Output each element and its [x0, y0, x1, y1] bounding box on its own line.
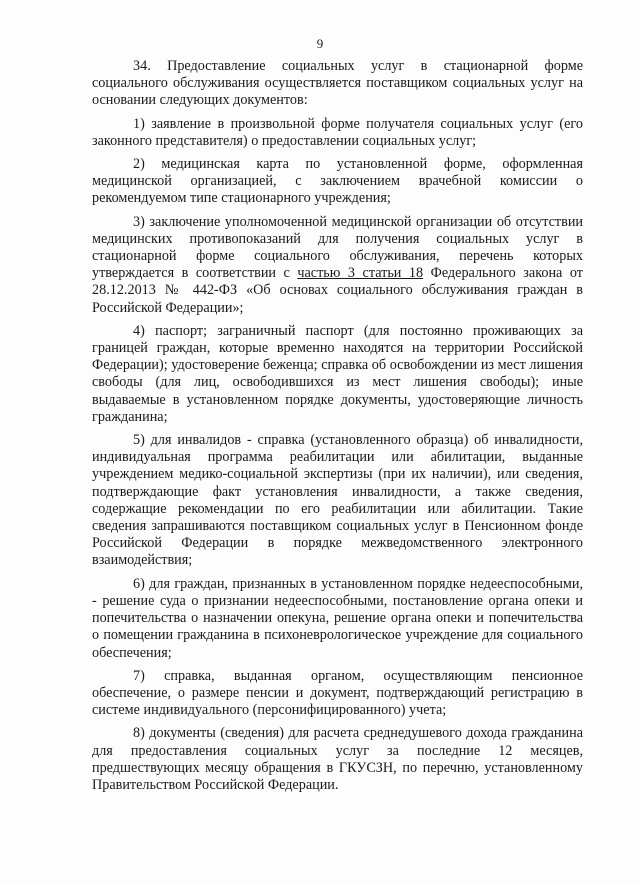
paragraph-item-5: 5) для инвалидов - справка (установленного образца) об инвалидности, индивидуальная программа реабилитации или абилитации, выданные учреждением медико-социальной экспертизы (при их наличии), или сведения, подтверждающие факт установления инвалидности, а также сведения, содержащие рекомендации по его реабилитации или абилитации. Такие сведения запрашиваются поставщиком социальных услуг в Пенсионном фонде Российской Федерации в порядке межведомственного электронного взаимодействия;: [92, 432, 583, 569]
document-body: [92, 58, 583, 800]
page-number: 9: [316, 36, 324, 51]
paragraph-item-7: 7) справка, выданная органом, осуществляющим пенсионное обеспечение, о размере пенсии и документ, подтверждающий регистрацию в системе индивидуального (персонифицированного) учета;: [92, 667, 583, 719]
paragraph-item-8: 8) документы (сведения) для расчета среднедушевого дохода гражданина для предоставления социальных услуг за последние 12 месяцев, предшествующих месяцу обращения в ГКУСЗН, по перечню, установленному Правительством Российской Федерации.: [92, 725, 583, 793]
paragraph-item-6: 6) для граждан, признанных в установленном порядке недееспособными, - решение суда о признании недееспособными, постановление органа опеки и попечительства о назначении опекуна, решение органа опеки и попечительства о помещении гражданина в психоневрологическое учреждение для социального обеспечения;: [92, 575, 583, 661]
paragraph-item-3-text-after: Федерального закона от 28.12.2013 № 442-ФЗ «Об основах социального обслуживания граждан в Российской Федерации»;: [92, 265, 583, 316]
paragraph-item-1: 1) заявление в произвольной форме получателя социальных услуг (его законного представителя) о предоставлении социальных услуг;: [92, 115, 583, 149]
paragraph-item-3-text-before: 3) заключение уполномоченной медицинской организации об отсутствии медицинских противопоказаний для получения социальных услуг в стационарной форме социального обслуживания, перечень которых утверждается в соответствии с: [92, 213, 583, 282]
law-article-link[interactable]: частью 3 статьи 18: [297, 265, 424, 282]
paragraph-34: 34. Предоставление социальных услуг в стационарной форме социального обслуживания осуществляется поставщиком социальных услуг на основании следующих документов:: [92, 58, 583, 109]
paragraph-item-3: [92, 214, 583, 317]
paragraph-item-2: 2) медицинская карта по установленной форме, оформленная медицинской организацией, с заключением врачебной комиссии о рекомендуемом типе стационарного учреждения;: [92, 156, 583, 207]
paragraph-item-4: 4) паспорт; заграничный паспорт (для постоянно проживающих за границей граждан, которые временно находятся на территории Российской Федерации); удостоверение беженца; справка об освобождении из мест лишения свободы (для лиц, освободившихся из мест лишения свободы); иные выдаваемые в установленном порядке документы, удостоверяющие личность гражданина;: [92, 322, 583, 425]
